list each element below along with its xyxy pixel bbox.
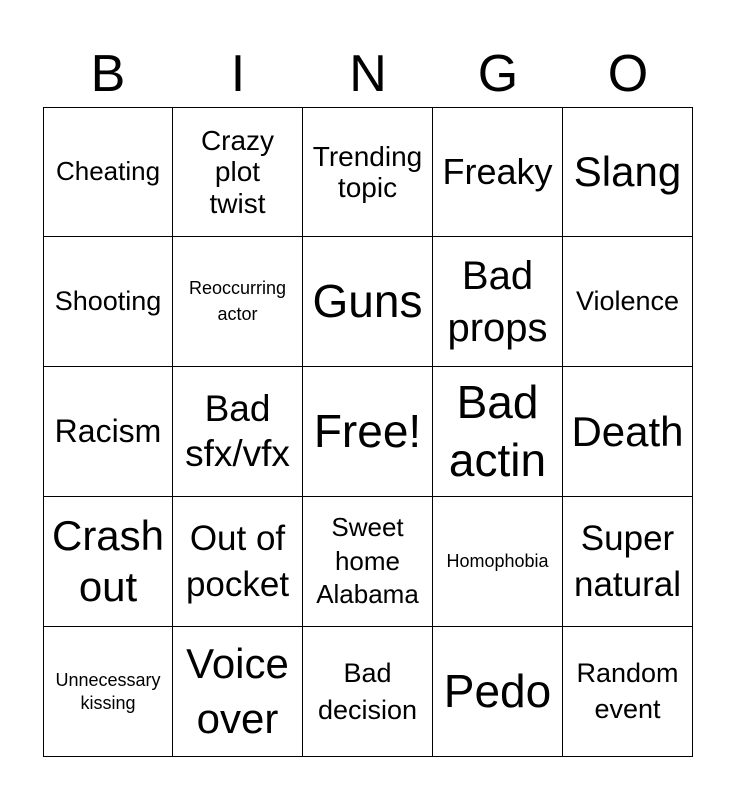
bingo-cell[interactable] bbox=[173, 107, 303, 237]
header-letter-g: G bbox=[477, 45, 519, 103]
cell-label: Bad props bbox=[447, 253, 548, 350]
bingo-cell[interactable] bbox=[43, 367, 173, 497]
bingo-board bbox=[43, 107, 693, 757]
bingo-cell[interactable] bbox=[433, 627, 563, 757]
cell-label: Bad decision bbox=[317, 658, 418, 725]
bingo-cell[interactable] bbox=[563, 627, 693, 757]
cell-label: Voice over bbox=[186, 639, 289, 742]
cell-label: Sweet home Alabama bbox=[316, 511, 419, 610]
cell-label: Cheating bbox=[55, 156, 161, 187]
bingo-cell[interactable] bbox=[563, 237, 693, 367]
header-letter-b: B bbox=[90, 45, 126, 103]
bingo-cell[interactable] bbox=[433, 107, 563, 237]
bingo-cell[interactable] bbox=[173, 367, 303, 497]
cell-label: Bad actin bbox=[448, 376, 547, 486]
header-letter-o: O bbox=[607, 45, 649, 103]
bingo-cell[interactable] bbox=[303, 627, 433, 757]
bingo-cell[interactable] bbox=[563, 367, 693, 497]
cell-label: Crash out bbox=[51, 512, 165, 610]
cell-label: Bad sfx/vfx bbox=[185, 388, 290, 474]
cell-label: Freaky bbox=[442, 150, 553, 192]
cell-label: Reoccurring actor bbox=[188, 278, 287, 324]
bingo-cell[interactable] bbox=[303, 107, 433, 237]
bingo-cell[interactable] bbox=[433, 497, 563, 627]
bingo-cell[interactable] bbox=[43, 107, 173, 237]
bingo-cell[interactable] bbox=[303, 367, 433, 497]
header-letter-n: N bbox=[349, 45, 387, 103]
bingo-cell[interactable] bbox=[173, 237, 303, 367]
bingo-cell[interactable] bbox=[303, 237, 433, 367]
bingo-cell[interactable] bbox=[173, 627, 303, 757]
bingo-cell[interactable] bbox=[303, 497, 433, 627]
cell-label: Shooting bbox=[54, 286, 162, 317]
cell-label: Violence bbox=[575, 286, 680, 317]
bingo-cell[interactable] bbox=[43, 627, 173, 757]
bingo-cell[interactable] bbox=[173, 497, 303, 627]
cell-label: Out of pocket bbox=[185, 519, 290, 604]
cell-label: Death bbox=[571, 407, 684, 455]
bingo-cell[interactable] bbox=[563, 497, 693, 627]
bingo-cell[interactable] bbox=[43, 497, 173, 627]
cell-label: Slang bbox=[573, 148, 682, 196]
header-letter-i: I bbox=[230, 45, 246, 103]
cell-label: Super natural bbox=[573, 519, 682, 604]
cell-label: Random event bbox=[576, 658, 679, 724]
cell-label: Free! bbox=[313, 404, 422, 457]
bingo-header bbox=[43, 40, 693, 108]
cell-label: Unnecessary kissing bbox=[55, 670, 161, 713]
cell-label: Trending topic bbox=[312, 140, 423, 203]
cell-label: Guns bbox=[312, 274, 423, 327]
cell-label: Homophobia bbox=[446, 551, 549, 572]
cell-label: Pedo bbox=[443, 664, 552, 717]
bingo-cell[interactable] bbox=[43, 237, 173, 367]
cell-label: Racism bbox=[54, 412, 162, 449]
bingo-cell[interactable] bbox=[563, 107, 693, 237]
bingo-cell[interactable] bbox=[433, 367, 563, 497]
cell-label: Crazy plot twist bbox=[200, 124, 275, 219]
bingo-cell[interactable] bbox=[433, 237, 563, 367]
